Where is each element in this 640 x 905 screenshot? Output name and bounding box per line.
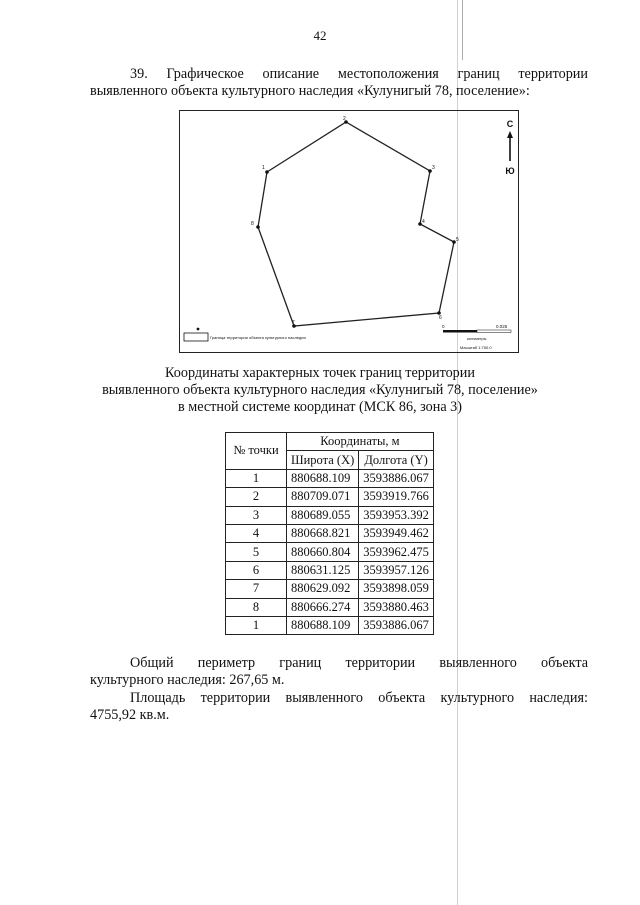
table-row: [226, 598, 434, 616]
coord-x: 880688.109: [287, 616, 359, 634]
point-label-8: 8: [251, 221, 254, 227]
page-number: 42: [313, 28, 327, 43]
header-point-number: № точки: [226, 433, 287, 470]
coord-y: 3593898.059: [359, 580, 434, 598]
coord-y: 3593886.067: [359, 616, 434, 634]
coord-x: 880660.804: [287, 543, 359, 561]
coord-y: 3593919.766: [359, 488, 434, 506]
coord-y: 3593949.462: [359, 524, 434, 542]
coord-y: 3593962.475: [359, 543, 434, 561]
table-row: [226, 561, 434, 579]
point-number: 5: [226, 543, 287, 561]
compass-north-label: С: [506, 119, 514, 129]
coord-y: 3593880.463: [359, 598, 434, 616]
table-row: [226, 580, 434, 598]
point-label-2: 2: [343, 116, 346, 122]
scale-unit-label: километры: [467, 337, 487, 341]
point-number: 6: [226, 561, 287, 579]
point-number: 4: [226, 524, 287, 542]
header-latitude-x: Широта (X): [287, 451, 359, 469]
legend-label: Граница территории объекта культурного наследия: [210, 335, 306, 340]
compass: [505, 119, 514, 176]
scale-right-label: 0.025: [496, 324, 508, 329]
coord-x: 880709.071: [287, 488, 359, 506]
table-row: [226, 524, 434, 542]
table-row: [226, 506, 434, 524]
table-header-row: [226, 433, 434, 451]
perimeter-line-1: Общий периметр границ территории выявленного объекта: [130, 655, 588, 671]
scale-ratio-label: Масштаб 1:750.0: [460, 345, 492, 350]
heading-line-2: выявленного объекта культурного наследия «Кулунигый 78, поселение»:: [90, 83, 530, 99]
table-row: [226, 543, 434, 561]
table-caption-line-3: в местной системе координат (МСК 86, зона 3): [177, 399, 462, 415]
coord-y: 3593886.067: [359, 469, 434, 487]
point-label-4: 4: [422, 219, 425, 225]
table-row: [226, 488, 434, 506]
coord-x: 880629.092: [287, 580, 359, 598]
point-number: 8: [226, 598, 287, 616]
table-row: [226, 469, 434, 487]
point-label-1: 1: [262, 165, 265, 171]
scale-bar: [442, 324, 511, 350]
boundary-map-svg: [180, 111, 520, 354]
coord-x: 880668.821: [287, 524, 359, 542]
area-line-1: Площадь территории выявленного объекта культурного наследия:: [130, 690, 588, 706]
boundary-point-8: [256, 225, 260, 229]
legend-swatch: [184, 333, 208, 341]
boundary-point-1: [265, 170, 269, 174]
point-label-6: 6: [439, 315, 442, 321]
coord-y: 3593957.126: [359, 561, 434, 579]
header-longitude-y: Долгота (Y): [359, 451, 434, 469]
point-number: 3: [226, 506, 287, 524]
header-coordinates: Координаты, м: [287, 433, 434, 451]
area-line-2: 4755,92 кв.м.: [90, 707, 170, 723]
point-number: 7: [226, 580, 287, 598]
boundary-map: [179, 110, 519, 353]
boundary-points: [256, 120, 456, 328]
coordinates-table: [225, 432, 434, 635]
coord-x: 880666.274: [287, 598, 359, 616]
compass-arrow-icon: [507, 131, 513, 138]
point-label-3: 3: [432, 165, 435, 171]
heading-line-1: 39. Графическое описание местоположения границ территории: [130, 66, 588, 82]
perimeter-line-2: культурного наследия: 267,65 м.: [90, 672, 285, 688]
table-caption-line-2: выявленного объекта культурного наследия «Кулунигый 78, поселение»: [102, 382, 538, 398]
legend-marker-icon: [197, 328, 200, 331]
point-label-7: 7: [292, 320, 295, 326]
table-caption-line-1: Координаты характерных точек границ территории: [165, 365, 475, 381]
point-number: 1: [226, 469, 287, 487]
table-row: [226, 616, 434, 634]
point-number: 1: [226, 616, 287, 634]
map-legend: [184, 328, 306, 341]
point-label-5: 5: [456, 237, 459, 243]
coord-x: 880631.125: [287, 561, 359, 579]
point-number: 2: [226, 488, 287, 506]
scale-left-label: 0: [442, 324, 445, 329]
coord-y: 3593953.392: [359, 506, 434, 524]
coord-x: 880689.055: [287, 506, 359, 524]
compass-south-label: Ю: [505, 166, 515, 176]
coord-x: 880688.109: [287, 469, 359, 487]
